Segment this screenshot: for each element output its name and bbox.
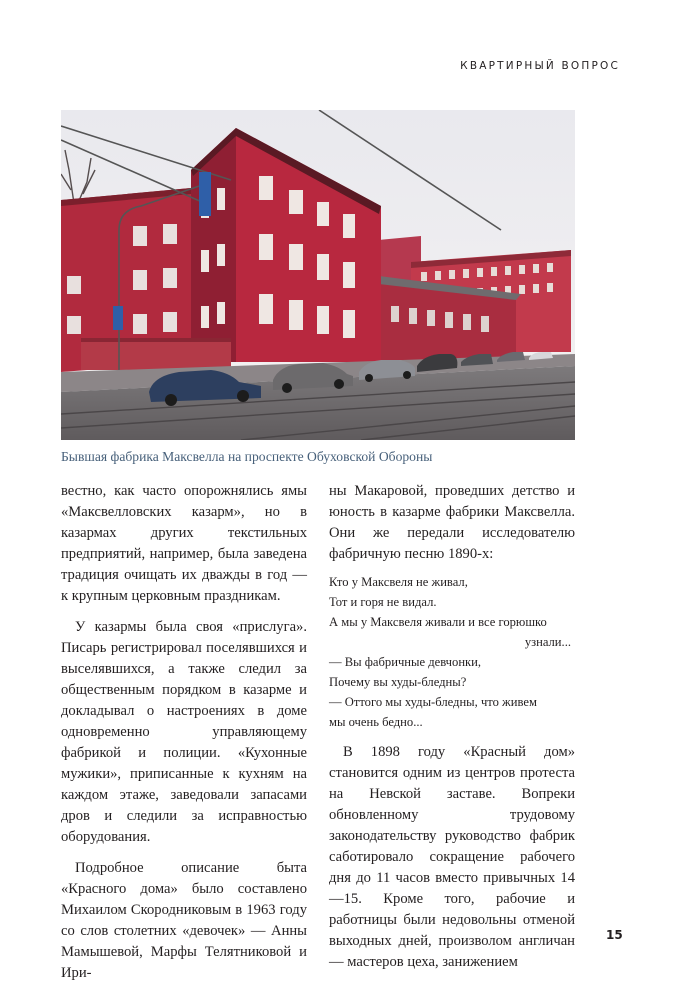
verse-line: Кто у Максвеля не живал,	[329, 575, 468, 589]
page-number: 15	[606, 928, 623, 942]
right-column	[329, 481, 575, 973]
verse-line: А мы у Максвеля живали и все горюшко	[329, 615, 547, 629]
left-paragraph-2: У казармы была своя «прислуга». Писарь регистрировал поселявшихся и выселявшихся, а также следил за общественным порядком в казарме и докладывал о настроениях в доме одновременно управляющему фабрикой и полиции. «Кухонные мужики», приписанные к кухням на каждом этаже, заведовали запасами дров и следили за исправностью оборудования.	[61, 619, 307, 845]
factory-photo	[61, 110, 575, 440]
left-column	[61, 481, 307, 984]
running-header: КВАРТИРНЫЙ ВОПРОС	[460, 60, 620, 72]
verse-line: Тот и горя не видал.	[329, 595, 437, 609]
right-paragraph-1: ны Макаровой, проведших детство и юность в казарме фабрики Максвелла. Они же передали исследователю фабричную песню 1890-х:	[329, 483, 575, 562]
verse-line: мы очень бедно...	[329, 715, 423, 729]
left-paragraph-3: Подробное описание быта «Красного дома» было составлено Михаилом Скородниковым в 1963 году со слов столетних «девочек» — Анны Мамышевой, Марфы Телятниковой и Ири-	[61, 860, 307, 981]
verse-line: узнали...	[524, 635, 571, 649]
figure-caption: Бывшая фабрика Максвелла на проспекте Обуховской Обороны	[61, 449, 433, 464]
verse-line: — Оттого мы худы-бледны, что живем	[329, 695, 537, 709]
verse-line: — Вы фабричные девчонки,	[329, 655, 482, 669]
verse-line: Почему вы худы-бледны?	[329, 675, 467, 689]
right-paragraph-2: В 1898 году «Красный дом» становится одним из центров протеста на Невской заставе. Вопреки обновленному трудовому законодательству руководство фабрик саботировало сокращение рабочего дня до 11 часов вместо привычных 14—15. Кроме того, рабочие и работницы были недовольны отменой выходных дней, произволом англичан — мастеров цеха, занижением	[329, 744, 575, 970]
left-paragraph-1: вестно, как часто опорожнялись ямы «Максвелловских казарм», но в казармах других текстильных предприятий, например, была заведена традиция очищать их дважды в год — к крупным церковным праздникам.	[61, 483, 307, 604]
song-verse	[329, 572, 575, 732]
